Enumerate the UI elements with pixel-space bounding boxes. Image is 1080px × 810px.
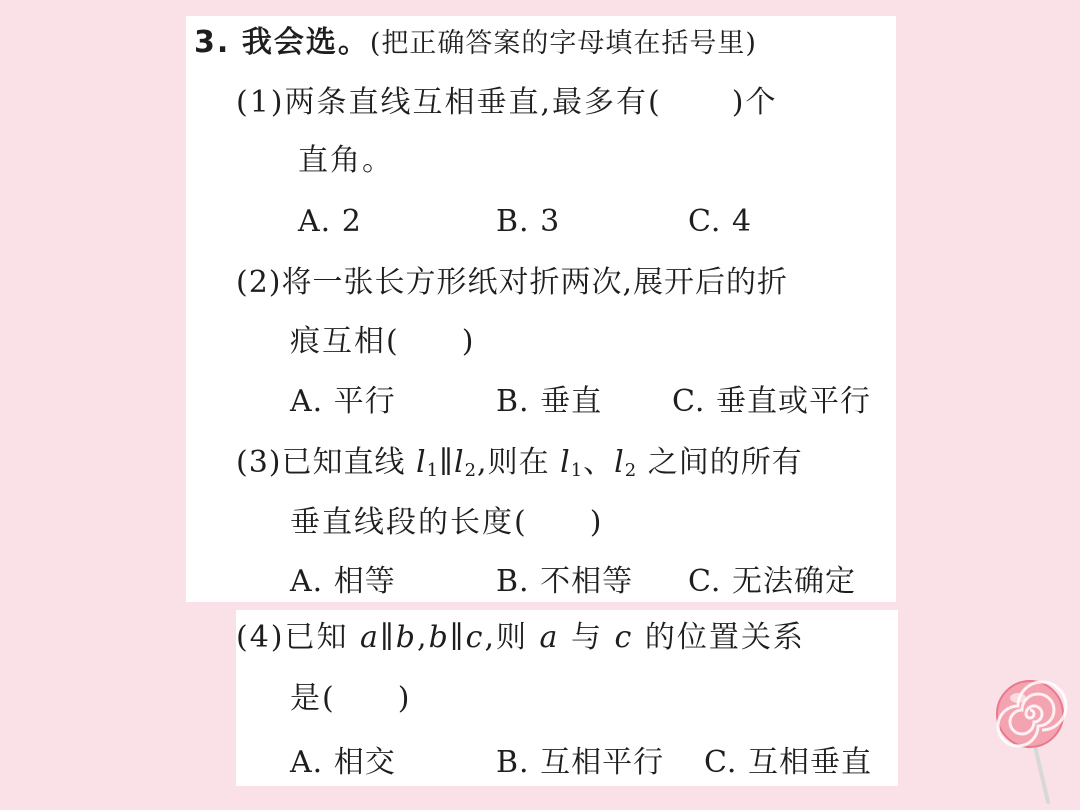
question-3-line-2 <box>290 504 603 542</box>
line-l1 <box>560 445 583 480</box>
question-label: (3) <box>236 445 282 480</box>
var-l: l <box>560 445 571 480</box>
question-text: 两条直线互相垂直,最多有( <box>284 85 662 120</box>
subscript-2: 2 <box>624 460 638 481</box>
question-2-option-b[interactable]: B. 垂直 <box>496 384 603 419</box>
question-2-option-c[interactable]: C. 垂直或平行 <box>672 384 871 419</box>
line-l2 <box>454 445 477 480</box>
question-4-option-b[interactable]: B. 互相平行 <box>496 745 665 780</box>
question-label: (1) <box>236 85 285 120</box>
question-label: (4) <box>236 620 285 655</box>
question-text: 将一张长方形纸对折两次,展开后的折 <box>281 265 789 300</box>
parallel-symbol: ∥ <box>449 620 466 655</box>
question-1-option-a[interactable]: A. 2 <box>298 204 362 239</box>
parallel-symbol: ∥ <box>379 620 396 655</box>
question-text: 之间的所有 <box>637 445 803 480</box>
subscript-1: 1 <box>426 460 440 481</box>
question-1-line-2: 直角。 <box>298 143 394 178</box>
question-4-option-a[interactable]: A. 相交 <box>290 745 396 780</box>
question-2-line-2 <box>290 323 475 361</box>
question-text-end: ) <box>397 681 412 716</box>
line-l2 <box>614 445 637 480</box>
line-l1 <box>416 445 439 480</box>
var-b: b <box>395 620 418 655</box>
question-4-line-1 <box>236 619 805 657</box>
question-4-option-c[interactable]: C. 互相垂直 <box>704 745 872 780</box>
question-1-line-1 <box>236 84 777 122</box>
question-text: 与 <box>559 620 615 655</box>
section-title: 我会选。 <box>241 25 370 60</box>
var-b: b <box>428 620 450 655</box>
subscript-2: 2 <box>464 460 478 481</box>
var-l: l <box>453 445 465 480</box>
var-a: a <box>539 620 560 655</box>
question-3-line-1 <box>236 444 803 490</box>
question-text: ,则在 <box>477 445 561 480</box>
question-text: ,则 <box>484 620 540 655</box>
question-text: 已知 <box>284 620 361 655</box>
section-number: 3. <box>194 25 231 60</box>
question-text: 垂直线段的长度( <box>290 505 528 540</box>
question-text: 已知直线 <box>281 445 417 480</box>
question-text: 痕互相( <box>290 324 400 359</box>
question-1-option-c[interactable]: C. 4 <box>688 204 753 239</box>
question-2-option-a[interactable]: A. 平行 <box>290 384 396 419</box>
question-text-end: ) <box>589 505 604 540</box>
question-label: (2) <box>236 265 282 300</box>
var-c: c <box>465 620 485 655</box>
var-l: l <box>614 445 625 480</box>
question-2-line-1 <box>236 264 788 302</box>
parallel-symbol: ∥ <box>439 445 454 480</box>
question-3-option-a[interactable]: A. 相等 <box>290 564 396 599</box>
separator: 、 <box>583 445 615 480</box>
section-instruction: (把正确答案的字母填在括号里) <box>369 28 757 59</box>
section-heading <box>194 24 757 63</box>
question-text: 的位置关系 <box>633 620 805 655</box>
question-3-option-c[interactable]: C. 无法确定 <box>688 564 856 599</box>
var-l: l <box>416 445 427 480</box>
var-c: c <box>614 620 634 655</box>
question-text-end: ) <box>461 324 476 359</box>
question-3-option-b[interactable]: B. 不相等 <box>496 564 634 599</box>
comma: , <box>417 620 429 655</box>
lollipop-icon <box>994 676 1074 806</box>
question-1-option-b[interactable]: B. 3 <box>496 204 561 239</box>
question-4-line-2 <box>290 680 411 718</box>
var-a: a <box>360 620 380 655</box>
question-text: 是( <box>290 681 336 716</box>
question-text-end: )个 <box>731 85 778 120</box>
subscript-1: 1 <box>570 460 584 481</box>
